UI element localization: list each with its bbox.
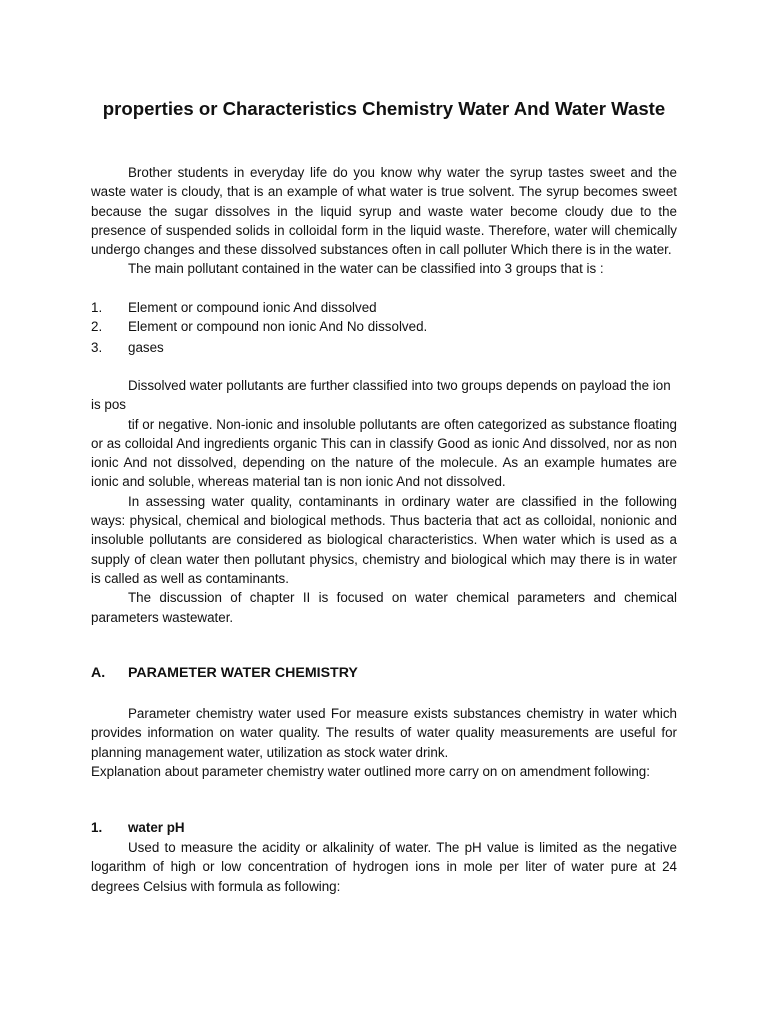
list-item-text: Element or compound ionic And dissolved bbox=[128, 300, 377, 315]
parameter-block bbox=[91, 704, 677, 762]
subsection-title: water pH bbox=[128, 820, 185, 835]
explanation-block bbox=[91, 762, 691, 781]
parameter-paragraph: Parameter chemistry water used For measure exists substances chemistry in water which provides information on water quality. The results of water quality measurements are useful for planning management water, utilization as stock water drink. bbox=[91, 706, 677, 760]
list-item bbox=[91, 298, 677, 317]
intro-block bbox=[91, 163, 677, 279]
list-item-number: 1. bbox=[91, 300, 103, 315]
dissolved-paragraph-a: Dissolved water pollutants are further classified into two groups depends on payload the ion is pos bbox=[91, 378, 671, 413]
explanation-paragraph: Explanation about parameter chemistry water outlined more carry on on amendment following: bbox=[91, 764, 650, 779]
subsection-number: 1. bbox=[91, 820, 103, 835]
dissolved-paragraph-b: tif or negative. Non-ionic and insoluble pollutants are often categorized as substance floating or as colloidal And ingredients organic This can in classify Good as ionic And dissolved, nor as non ionic And not dissolved, depending on the nature of the molecule. As an example humates are ionic and soluble, whereas material tan is non ionic And not dissolved. bbox=[91, 416, 677, 490]
ph-block bbox=[91, 838, 677, 896]
ph-paragraph: Used to measure the acidity or alkalinity of water. The pH value is limited as the negative logarithm of high or low concentration of hydrogen ions in mole per liter of water pure at 24 degrees Celsius with formula as following: bbox=[91, 840, 677, 894]
list-item-number: 3. bbox=[91, 339, 103, 355]
list-item bbox=[91, 317, 677, 336]
list-item bbox=[91, 338, 677, 357]
dissolved-block bbox=[91, 376, 677, 627]
list-item-text: gases bbox=[128, 339, 164, 355]
list-item-number: 2. bbox=[91, 319, 103, 335]
list-item-text: Element or compound non ionic And No dissolved. bbox=[128, 319, 428, 335]
section-heading-a bbox=[91, 664, 358, 683]
document-title: properties or Characteristics Chemistry Water And Water Waste bbox=[102, 98, 666, 119]
pollutant-group-list bbox=[91, 298, 677, 357]
pollutant-intro-paragraph: The main pollutant contained in the water can be classified into 3 groups that is : bbox=[128, 261, 604, 277]
intro-paragraph: Brother students in everyday life do you know why water the syrup tastes sweet and the waste water is cloudy, that is an example of what water is true solvent. The syrup becomes sweet because the sugar dissolves in the liquid syrup and waste water become cloudy due to the presence of suspended solids in colloidal form in the liquid waste. Therefore, water will chemically undergo changes and these dissolved substances often in call polluter Which there is in the water. bbox=[91, 165, 677, 258]
assessing-paragraph: In assessing water quality, contaminants in ordinary water are classified in the following ways: physical, chemical and biological methods. Thus bacteria that act as colloidal, nonionic and insoluble pollutants are considered as biological characteristics. When water which is used as a supply of clean water then pollutant physics, chemistry and biological which may there is in water is called as well as contaminants. bbox=[91, 493, 677, 586]
section-title: PARAMETER WATER CHEMISTRY bbox=[128, 665, 358, 681]
subsection-heading-1 bbox=[91, 818, 185, 837]
discussion-paragraph: The discussion of chapter II is focused on water chemical parameters and chemical parameters wastewater. bbox=[91, 590, 677, 625]
section-number: A. bbox=[91, 665, 106, 681]
